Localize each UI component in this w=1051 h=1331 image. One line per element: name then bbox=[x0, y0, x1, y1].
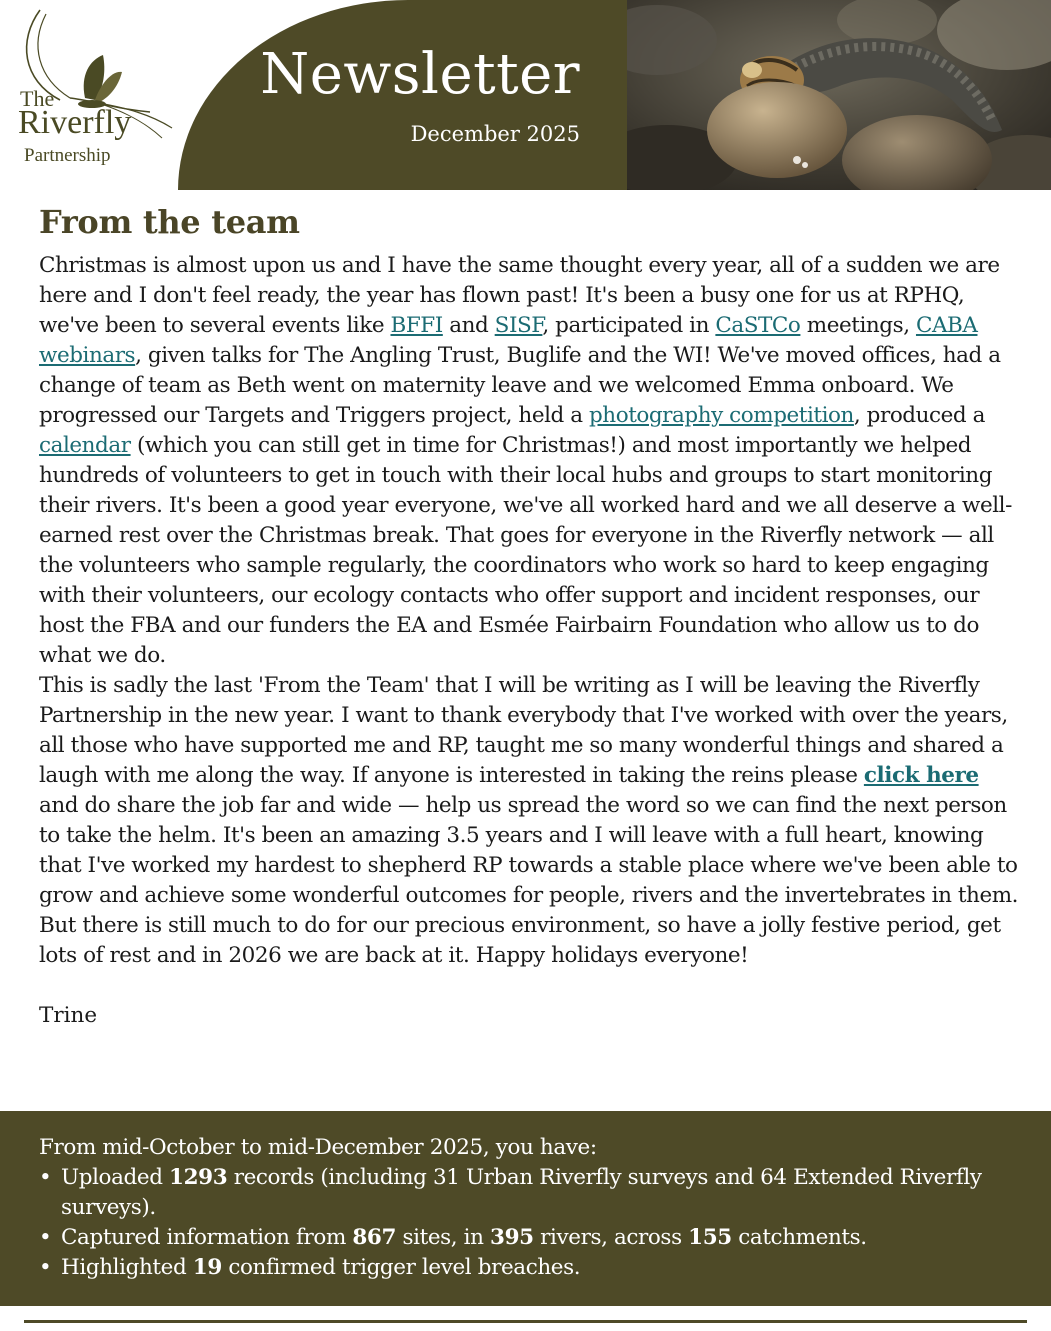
header-title-band bbox=[178, 0, 628, 190]
para1-text-2: and bbox=[442, 313, 495, 338]
stats-bullet-breaches bbox=[39, 1253, 1012, 1283]
para1-text-6: , produced a bbox=[853, 403, 985, 428]
stat-rivers-count: 395 bbox=[490, 1225, 534, 1250]
link-caba-webinars[interactable]: CABA webinars bbox=[39, 313, 978, 368]
logo-text-riverfly: Riverfly bbox=[18, 104, 132, 141]
para1-text-1: Christmas is almost upon us and I have the same thought every year, all of a sudden we are here and I don't feel ready, the year has flown past! It's been a busy one for us at RPHQ, we've been to several events like bbox=[39, 253, 1000, 338]
stats-bullet-text bbox=[61, 1223, 867, 1253]
para1-text-4: meetings, bbox=[800, 313, 916, 338]
para1-text-3: , participated in bbox=[542, 313, 716, 338]
stat-text: records (including 31 Urban Riverfly surveys and 64 Extended Riverfly surveys). bbox=[61, 1165, 982, 1220]
logo-text-partnership: Partnership bbox=[24, 145, 111, 166]
para2-text-2: and do share the job far and wide — help us spread the word so we can find the next person to take the helm. It's been an amazing 3.5 years and I will leave with a full heart, knowing that I've worked my hardest to shepherd RP towards a stable place where we've been able to grow and achieve some wonderful outcomes for people, rivers and the invertebrates in them. But there is still much to do for our precious environment, so have a jolly festive period, get lots of rest and in 2026 we are back at it. Happy holidays everyone! bbox=[39, 793, 1019, 968]
stat-text: confirmed trigger level breaches. bbox=[221, 1255, 581, 1280]
footer-divider bbox=[24, 1320, 1027, 1323]
bullet-marker: • bbox=[39, 1255, 52, 1280]
stats-intro: From mid-October to mid-December 2025, you have: bbox=[39, 1135, 597, 1160]
stats-bullet-sites bbox=[39, 1223, 1012, 1253]
link-sisf[interactable]: SISF bbox=[494, 313, 543, 338]
bullet-marker: • bbox=[39, 1225, 52, 1250]
article-paragraph-1 bbox=[39, 251, 1024, 671]
stat-text: Captured information from bbox=[61, 1225, 353, 1250]
stat-breaches-count: 19 bbox=[192, 1255, 222, 1280]
stat-text: sites, in bbox=[396, 1225, 491, 1250]
link-photography-competition[interactable]: photography competition bbox=[588, 403, 854, 428]
stat-text: Uploaded bbox=[61, 1165, 170, 1190]
link-calendar[interactable]: calendar bbox=[39, 433, 131, 458]
para2-text-1: This is sadly the last 'From the Team' that I will be writing as I will be leaving the Riverfly Partnership in the new year. I want to thank everybody that I've worked with over the years, all those who have supported me and RP, taught me so many wonderful things and shared a laugh with me along the way. If anyone is interested in taking the reins please bbox=[39, 673, 1008, 788]
from-the-team-section bbox=[39, 197, 1024, 1031]
stats-panel bbox=[0, 1111, 1051, 1306]
stat-text: rivers, across bbox=[533, 1225, 689, 1250]
caddisfly-larva-photo bbox=[627, 0, 1051, 190]
stat-records-count: 1293 bbox=[169, 1165, 228, 1190]
stat-text: catchments. bbox=[731, 1225, 867, 1250]
link-click-here[interactable]: click here bbox=[863, 763, 979, 788]
stat-text: Highlighted bbox=[61, 1255, 193, 1280]
para1-text-5: , given talks for The Angling Trust, Buglife and the WI! We've moved offices, had a change of team as Beth went on maternity leave and we welcomed Emma onboard. We progressed our Targets and Triggers project, held a bbox=[39, 343, 1001, 428]
stat-sites-count: 867 bbox=[352, 1225, 397, 1250]
signoff: Trine bbox=[39, 1003, 98, 1028]
stat-catchments-count: 155 bbox=[688, 1225, 732, 1250]
link-bffi[interactable]: BFFI bbox=[390, 313, 443, 338]
bullet-marker: • bbox=[39, 1165, 52, 1190]
newsletter-date: December 2025 bbox=[410, 122, 580, 146]
header-photo-image bbox=[627, 0, 1051, 190]
newsletter-header bbox=[0, 0, 1051, 190]
section-heading: From the team bbox=[39, 203, 300, 241]
riverfly-logo[interactable] bbox=[0, 0, 185, 190]
newsletter-title: Newsletter bbox=[260, 42, 580, 107]
article-paragraph-2 bbox=[39, 671, 1024, 971]
stats-bullet-text bbox=[61, 1163, 1012, 1223]
logo-text-the: The bbox=[20, 86, 55, 111]
para1-text-7: (which you can still get in time for Christmas!) and most importantly we helped hundreds of volunteers to get in touch with their local hubs and groups to start monitoring their rivers. It's been a good year everyone, we've all worked hard and we all deserve a well-earned rest over the Christmas break. That goes for everyone in the Riverfly network — all the volunteers who sample regularly, the coordinators who work so hard to keep engaging with their volunteers, our ecology contacts who offer support and incident responses, our host the FBA and our funders the EA and Esmée Fairbairn Foundation who allow us to do what we do. bbox=[39, 433, 1012, 668]
link-castco[interactable]: CaSTCo bbox=[715, 313, 801, 338]
stats-bullet-records bbox=[39, 1163, 1012, 1223]
stats-bullet-text bbox=[61, 1253, 580, 1283]
